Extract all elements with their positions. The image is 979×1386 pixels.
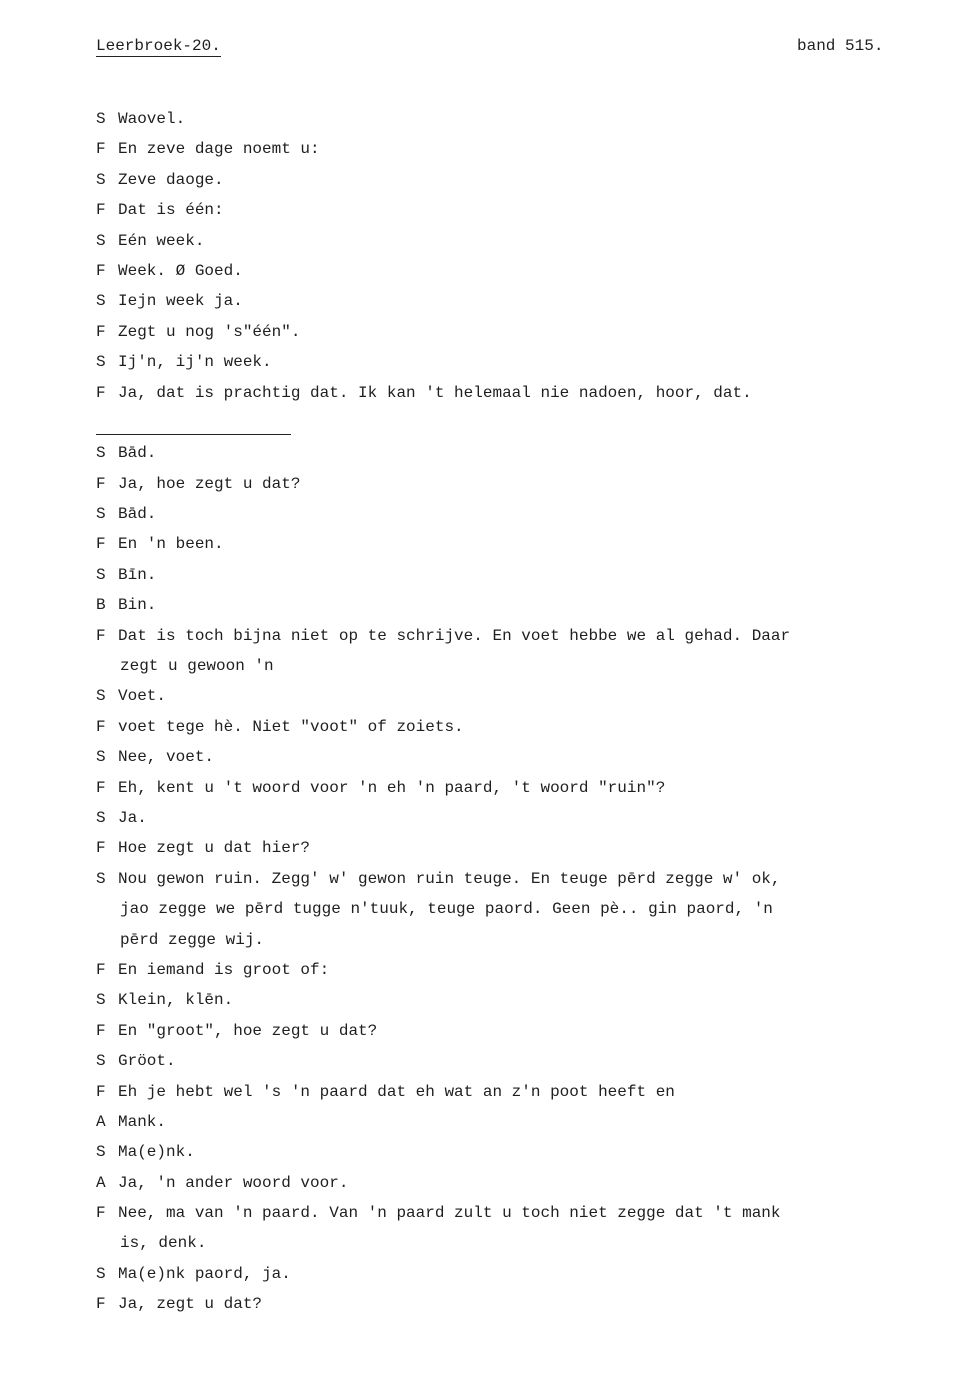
utterance-text: pērd zegge wij. <box>120 930 265 949</box>
transcript-line <box>96 560 876 590</box>
tape-number: band 515. <box>797 37 884 55</box>
utterance-text: Zegt u nog 's"één". <box>118 322 301 341</box>
utterance-text: Bād. <box>118 444 157 463</box>
utterance-text: Ma(e)nk paord, ja. <box>118 1264 291 1283</box>
transcript-line <box>96 1289 876 1319</box>
speaker-label: F <box>96 535 106 554</box>
utterance-text: zegt u gewoon 'n <box>120 657 274 676</box>
speaker-label: S <box>96 808 106 827</box>
utterance-text: Eh, kent u 't woord voor 'n eh 'n paard, 't woord "ruin"? <box>118 778 666 797</box>
transcript-lines <box>96 104 876 1320</box>
utterance-text: Ma(e)nk. <box>118 1143 195 1162</box>
transcript-line <box>96 651 876 681</box>
transcript-line <box>96 925 876 955</box>
speaker-label: S <box>96 565 106 584</box>
transcript-line <box>96 134 876 164</box>
utterance-text: Bīn. <box>118 565 157 584</box>
speaker-label: S <box>96 1143 106 1162</box>
transcript-line <box>96 833 876 863</box>
utterance-text: Hoe zegt u dat hier? <box>118 839 311 858</box>
transcript-line <box>96 104 876 134</box>
transcript-line <box>96 742 876 772</box>
transcript-line <box>96 1168 876 1198</box>
speaker-label: F <box>96 626 106 645</box>
speaker-label: F <box>96 1021 106 1040</box>
transcript-line <box>96 621 876 651</box>
transcript-line <box>96 1259 876 1289</box>
transcript-line <box>96 256 876 286</box>
transcript-line <box>96 195 876 225</box>
utterance-text: Mank. <box>118 1112 167 1131</box>
utterance-text: is, denk. <box>120 1234 207 1253</box>
utterance-text: En 'n been. <box>118 535 224 554</box>
utterance-text: Gröot. <box>118 1052 176 1071</box>
transcript-line <box>96 317 876 347</box>
utterance-text: Week. Ø Goed. <box>118 261 243 280</box>
speaker-label: A <box>96 1112 106 1131</box>
utterance-text: jao zegge we pērd tugge n'tuuk, teuge paord. Geen pè.. gin paord, 'n <box>120 900 773 919</box>
transcript-line <box>96 499 876 529</box>
transcript-line <box>96 469 876 499</box>
speaker-label: F <box>96 778 106 797</box>
speaker-label: F <box>96 322 106 341</box>
transcript-line <box>96 438 876 468</box>
utterance-text: En "groot", hoe zegt u dat? <box>118 1021 378 1040</box>
section-divider <box>96 408 876 438</box>
speaker-label: S <box>96 170 106 189</box>
transcript-line <box>96 1198 876 1228</box>
utterance-text: Eén week. <box>118 231 205 250</box>
speaker-label: S <box>96 110 106 128</box>
speaker-label: S <box>96 292 106 311</box>
speaker-label: F <box>96 839 106 858</box>
utterance-text: Nee, ma van 'n paard. Van 'n paard zult u toch niet zegge dat 't mank <box>118 1204 781 1223</box>
speaker-label: F <box>96 1082 106 1101</box>
speaker-label: B <box>96 596 106 615</box>
transcript-line <box>96 773 876 803</box>
utterance-text: Nou gewon ruin. Zegg' w' gewon ruin teuge. En teuge pērd zegge w' ok, <box>118 869 781 888</box>
utterance-text: Ij'n, ij'n week. <box>118 353 272 372</box>
speaker-label: F <box>96 960 106 979</box>
utterance-text: Ja, zegt u dat? <box>118 1295 263 1314</box>
utterance-text: En zeve dage noemt u: <box>118 140 320 159</box>
document-title: Leerbroek-20. <box>96 37 221 55</box>
transcript-line <box>96 955 876 985</box>
utterance-text: Iejn week ja. <box>118 292 243 311</box>
utterance-text: Ja. <box>118 808 147 827</box>
transcript-line <box>96 590 876 620</box>
speaker-label: F <box>96 201 106 220</box>
transcript-line <box>96 378 876 408</box>
speaker-label: F <box>96 1295 106 1314</box>
utterance-text: Klein, klēn. <box>118 991 234 1010</box>
utterance-text: Bād. <box>118 505 157 524</box>
transcript-line <box>96 529 876 559</box>
speaker-label: S <box>96 1264 106 1283</box>
speaker-label: S <box>96 1052 106 1071</box>
utterance-text: Eh je hebt wel 's 'n paard dat eh wat an z'n poot heeft en <box>118 1082 675 1101</box>
transcript-line <box>96 1077 876 1107</box>
transcript-line <box>96 681 876 711</box>
divider-rule <box>96 434 291 435</box>
utterance-text: Waovel. <box>118 110 186 128</box>
speaker-label: S <box>96 687 106 706</box>
transcript-line <box>96 1016 876 1046</box>
speaker-label: F <box>96 140 106 159</box>
speaker-label: F <box>96 1204 106 1223</box>
transcript-line <box>96 286 876 316</box>
speaker-label: S <box>96 869 106 888</box>
transcript-line <box>96 347 876 377</box>
speaker-label: F <box>96 261 106 280</box>
utterance-text: Voet. <box>118 687 167 706</box>
transcript-line <box>96 165 876 195</box>
transcript-line <box>96 1107 876 1137</box>
utterance-text: Ja, hoe zegt u dat? <box>118 474 301 493</box>
transcript-line <box>96 894 876 924</box>
speaker-label: S <box>96 231 106 250</box>
transcript-line <box>96 712 876 742</box>
speaker-label: S <box>96 353 106 372</box>
speaker-label: S <box>96 991 106 1010</box>
speaker-label: F <box>96 717 106 736</box>
speaker-label: S <box>96 748 106 767</box>
utterance-text: Dat is toch bijna niet op te schrijve. En voet hebbe we al gehad. Daar <box>118 626 791 645</box>
transcript-line <box>96 864 876 894</box>
utterance-text: Nee, voet. <box>118 748 215 767</box>
speaker-label: F <box>96 383 106 402</box>
transcript-line <box>96 1046 876 1076</box>
utterance-text: Bin. <box>118 596 157 615</box>
utterance-text: Ja, 'n ander woord voor. <box>118 1173 349 1192</box>
transcript-line <box>96 985 876 1015</box>
utterance-text: Ja, dat is prachtig dat. Ik kan 't helemaal nie nadoen, hoor, dat. <box>118 383 752 402</box>
utterance-text: Zeve daoge. <box>118 170 224 189</box>
transcript-line <box>96 1228 876 1258</box>
transcript-line <box>96 803 876 833</box>
utterance-text: En iemand is groot of: <box>118 960 330 979</box>
speaker-label: S <box>96 444 106 463</box>
speaker-label: F <box>96 474 106 493</box>
transcript-line <box>96 226 876 256</box>
utterance-text: voet tege hè. Niet "voot" of zoiets. <box>118 717 464 736</box>
transcript-line <box>96 1137 876 1167</box>
speaker-label: S <box>96 505 106 524</box>
utterance-text: Dat is één: <box>118 201 224 220</box>
speaker-label: A <box>96 1173 106 1192</box>
